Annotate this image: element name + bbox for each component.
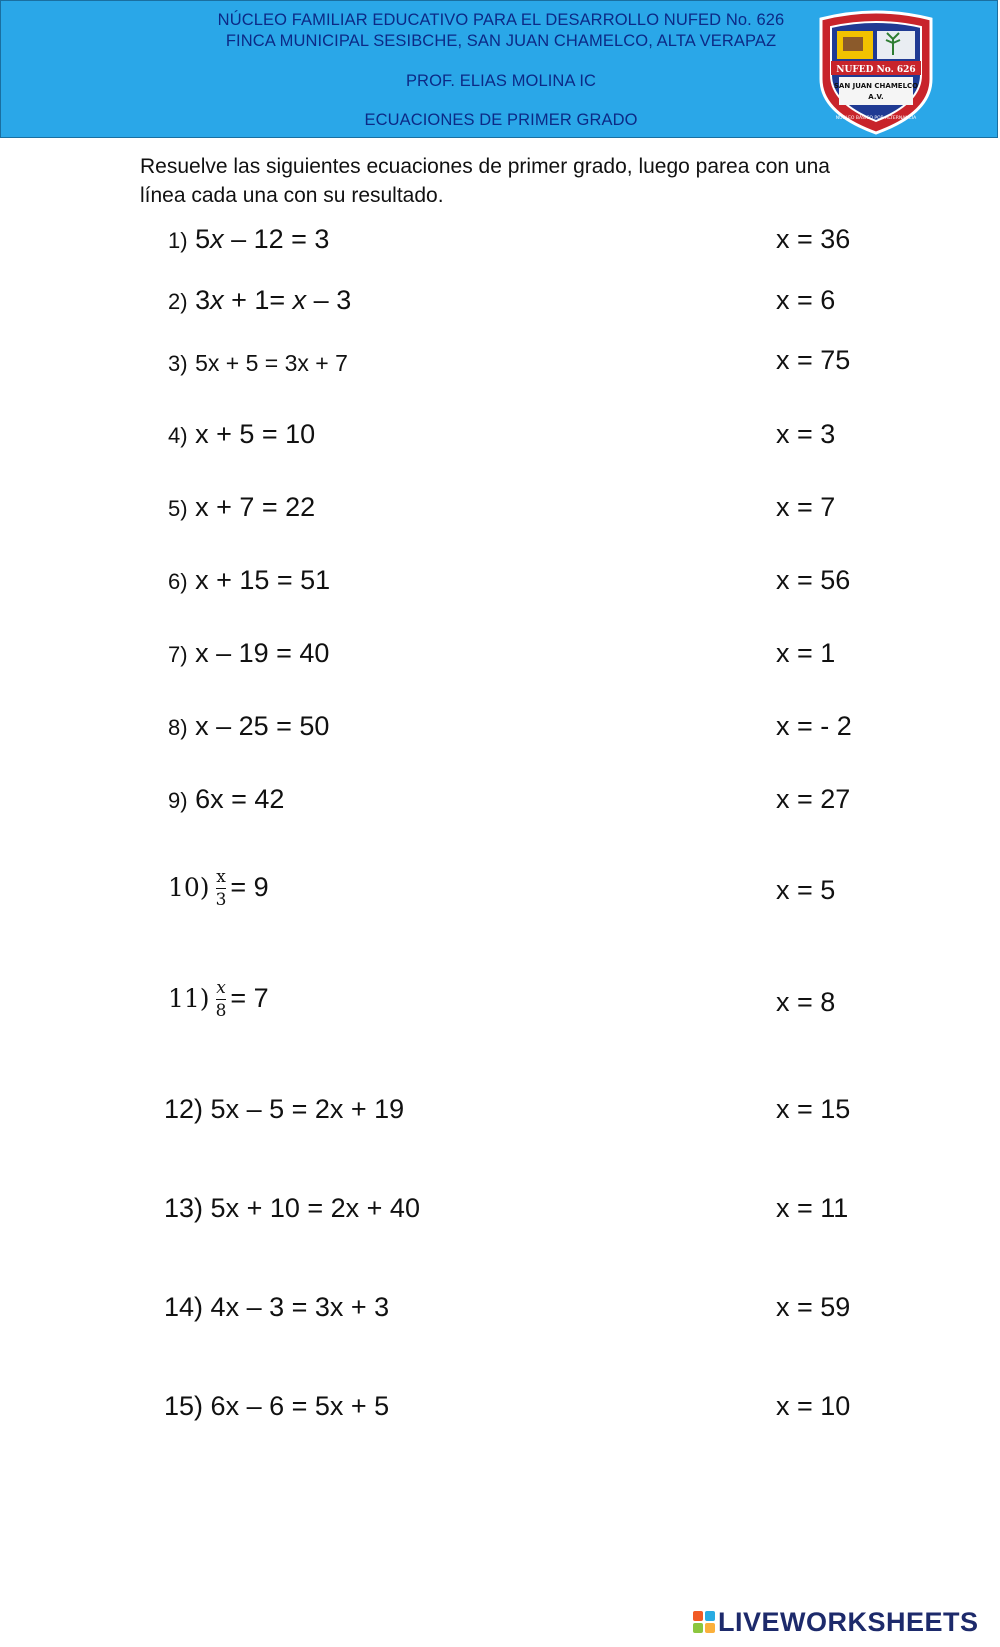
answer-2: x = 6 xyxy=(776,285,836,315)
answer-6: x = 56 xyxy=(776,565,851,595)
equation-text: 5x – 5 = 2x + 19 xyxy=(210,1094,405,1124)
fraction xyxy=(216,868,227,910)
fraction xyxy=(216,979,227,1021)
equation-variable: x xyxy=(210,285,224,315)
equation-number: 9) xyxy=(168,788,188,813)
logo-block-l xyxy=(693,1611,703,1621)
answer-11: x = 8 xyxy=(776,987,836,1017)
equation-text: 6x = 42 xyxy=(195,784,285,814)
equation-text: 4x – 3 = 3x + 3 xyxy=(210,1292,390,1322)
equation-part: – 3 xyxy=(306,285,352,315)
equation-1 xyxy=(168,224,329,255)
logo-text: LIVEWORKSHEETS xyxy=(718,1606,979,1637)
equation-2 xyxy=(168,285,351,316)
equation-text: x – 19 = 40 xyxy=(195,638,330,668)
answer-3: x = 75 xyxy=(776,345,851,375)
equation-text: 6x – 6 = 5x + 5 xyxy=(210,1391,390,1421)
fraction-denominator: 3 xyxy=(215,890,227,910)
equation-10 xyxy=(168,868,269,910)
answer-5: x = 7 xyxy=(776,492,836,522)
equation-number: 14) xyxy=(164,1292,204,1322)
equation-number: 1) xyxy=(168,228,188,253)
answer-8: x = - 2 xyxy=(776,711,852,741)
answer-1: x = 36 xyxy=(776,224,851,254)
crest-ring-text: NÚCLEO BÁSICO POR ALTERNANCIA xyxy=(835,116,917,121)
teacher-name: PROF. ELIAS MOLINA IC xyxy=(405,72,597,90)
equation-part: – 12 = 3 xyxy=(223,224,330,254)
page-header xyxy=(0,0,998,138)
equation-number: 8) xyxy=(168,715,188,740)
equation-number: 3) xyxy=(168,351,188,376)
answer-10: x = 5 xyxy=(776,875,836,905)
equation-number: 15) xyxy=(164,1391,204,1421)
equation-number: 12) xyxy=(164,1094,204,1124)
fraction-numerator: x xyxy=(216,867,226,887)
answer-7: x = 1 xyxy=(776,638,836,668)
equation-4 xyxy=(168,419,315,450)
equation-number: 10) xyxy=(168,873,210,903)
equation-number: 7) xyxy=(168,642,188,667)
equation-5 xyxy=(168,492,315,523)
instructions-text: Resuelve las siguientes ecuaciones de primer grado, luego parea con una línea cada una con su resultado. xyxy=(140,155,830,207)
equation-13 xyxy=(164,1193,420,1224)
equation-text: 5x + 10 = 2x + 40 xyxy=(210,1193,420,1223)
crest-region-text: A.V. xyxy=(868,93,884,101)
equation-number: 5) xyxy=(168,496,188,521)
equation-part: + 1= xyxy=(223,285,293,315)
school-location: FINCA MUNICIPAL SESIBCHE, SAN JUAN CHAMELCO, ALTA VERAPAZ xyxy=(225,32,777,50)
logo-block-w xyxy=(705,1611,715,1621)
equation-number: 6) xyxy=(168,569,188,594)
liveworksheets-logo xyxy=(693,1606,979,1638)
logo-block-v xyxy=(693,1623,703,1633)
equation-text: x + 5 = 10 xyxy=(195,419,316,449)
answer-4: x = 3 xyxy=(776,419,836,449)
equation-12 xyxy=(164,1094,404,1125)
fraction-numerator: x xyxy=(216,978,226,998)
equation-8 xyxy=(168,711,329,742)
crest-town-text: SAN JUAN CHAMELCO xyxy=(833,82,919,90)
equation-14 xyxy=(164,1292,389,1323)
equation-text: x – 25 = 50 xyxy=(195,711,330,741)
equation-15 xyxy=(164,1391,389,1422)
equation-3 xyxy=(168,347,348,378)
equation-number: 2) xyxy=(168,289,188,314)
equation-text: 5x + 5 = 3x + 7 xyxy=(195,350,348,376)
equation-7 xyxy=(168,638,329,669)
equation-part: = 7 xyxy=(230,983,269,1014)
equation-number: 4) xyxy=(168,423,188,448)
equation-part: = 9 xyxy=(230,872,269,903)
answer-14: x = 59 xyxy=(776,1292,851,1322)
answer-15: x = 10 xyxy=(776,1391,851,1421)
answer-9: x = 27 xyxy=(776,784,851,814)
equation-9 xyxy=(168,784,284,815)
school-crest-logo xyxy=(813,9,939,137)
equation-number: 11) xyxy=(168,984,210,1014)
equation-variable: x xyxy=(292,285,307,315)
equation-number: 13) xyxy=(164,1193,204,1223)
equation-text: x + 15 = 51 xyxy=(195,565,331,595)
equation-part: 5 xyxy=(195,224,211,254)
crest-banner-text: NUFED No. 626 xyxy=(836,65,916,75)
worksheet-title: ECUACIONES DE PRIMER GRADO xyxy=(364,111,638,129)
equation-11 xyxy=(168,979,269,1021)
equation-variable: x xyxy=(210,224,224,254)
fraction-denominator: 8 xyxy=(215,1001,227,1021)
equation-6 xyxy=(168,565,330,596)
logo-block-e xyxy=(705,1623,715,1633)
equation-text: x + 7 = 22 xyxy=(195,492,316,522)
answer-13: x = 11 xyxy=(776,1193,849,1223)
answer-12: x = 15 xyxy=(776,1094,851,1124)
equation-part: 3 xyxy=(195,285,211,315)
school-name: NÚCLEO FAMILIAR EDUCATIVO PARA EL DESARROLLO NUFED No. 626 xyxy=(217,11,785,29)
logo-blocks-icon xyxy=(693,1611,715,1633)
